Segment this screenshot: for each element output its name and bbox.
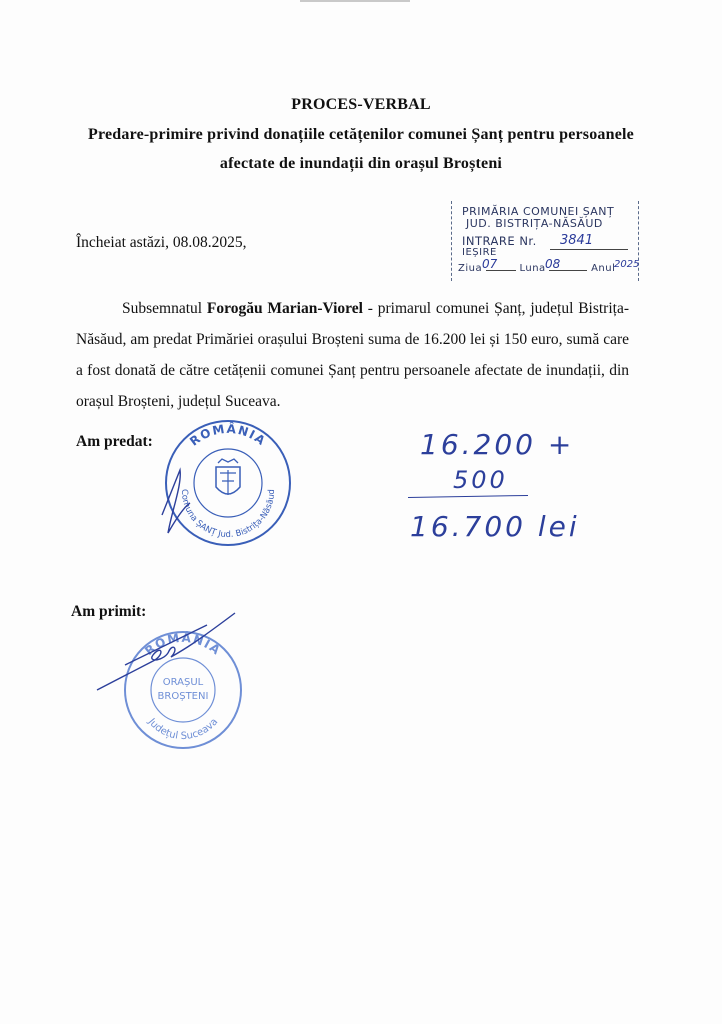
registration-nr-value: 3841 <box>560 233 594 248</box>
registration-stamp-line2: JUD. BISTRIȚA-NĂSĂUD <box>466 217 603 230</box>
registration-anul-value: 2025 <box>614 259 640 270</box>
handwritten-calc-result: 16.700 lei <box>410 510 580 543</box>
svg-text:Județul Suceava <box>145 716 220 742</box>
registration-luna-label: Luna <box>519 263 546 274</box>
seal-orasul-brosteni <box>95 605 255 765</box>
svg-text:Comuna ȘANȚ Jud. Bistrița-Năsă <box>179 489 277 540</box>
coat-of-arms-icon <box>216 459 240 495</box>
registration-iesire-label: IEȘIRE <box>462 247 497 258</box>
body-name: Forogău Marian-Viorel <box>206 300 363 317</box>
document-title: PROCES-VERBAL <box>291 96 431 113</box>
handwritten-calc-line1: 16.200 + <box>420 428 575 461</box>
seal2-bottom-text: Județul Suceava <box>145 716 221 743</box>
svg-text:ROMÂNIA <box>187 421 269 449</box>
registration-intrare-label: INTRARE <box>462 234 516 248</box>
document-subtitle-line1: Predare-primire privind donațiile cetățenilor comunei Șanț pentru persoanele <box>88 126 634 143</box>
registration-anul-label: Anul <box>591 263 616 274</box>
label-am-predat: Am predat: <box>76 433 153 450</box>
seal2-center-line1: ORAȘUL <box>162 677 204 688</box>
body-rest: - primarul comunei Șanț, județul Bistrița-Năsăud, am predat Primăriei orașului Broșteni suma de 16.200 lei și 150 euro, sumă care a fost donată de către cetățenii comunei Șanț pentru persoanele afectate de inundații, din orașul Broșteni, județul Suceava. <box>76 300 629 410</box>
scan-edge-mark <box>300 0 410 2</box>
registration-intrare-row <box>462 234 537 248</box>
seal1-bottom-text: Comuna ȘANȚ Jud. Bistrița-Năsăud <box>178 488 278 541</box>
seal1-top-text: ROMÂNIA <box>187 421 269 449</box>
registration-ziua-value: 07 <box>482 257 498 271</box>
registration-nr-label: Nr. <box>519 234 537 248</box>
body-intro: Subsemnatul <box>122 300 207 317</box>
registration-nr-underline <box>550 249 628 250</box>
registration-ziua-label: Ziua <box>458 263 483 274</box>
handwritten-calc-rule <box>408 495 528 498</box>
label-am-primit: Am primit: <box>71 603 147 620</box>
seal2-top-text: ROMÂNIA <box>142 630 224 659</box>
seal-comuna-sant <box>160 415 296 551</box>
registration-stamp-line1: PRIMĂRIA COMUNEI ȘANȚ <box>462 205 615 218</box>
registration-luna-value: 08 <box>545 257 561 271</box>
body-paragraph <box>76 293 629 417</box>
handwritten-calc-line2: 500 <box>453 466 508 494</box>
registration-stamp <box>451 201 639 281</box>
date-line: Încheiat astăzi, 08.08.2025, <box>76 234 247 251</box>
seal2-center-line2: BROȘTENI <box>157 691 209 702</box>
document-subtitle-line2: afectate de inundații din orașul Broșteni <box>219 155 503 172</box>
